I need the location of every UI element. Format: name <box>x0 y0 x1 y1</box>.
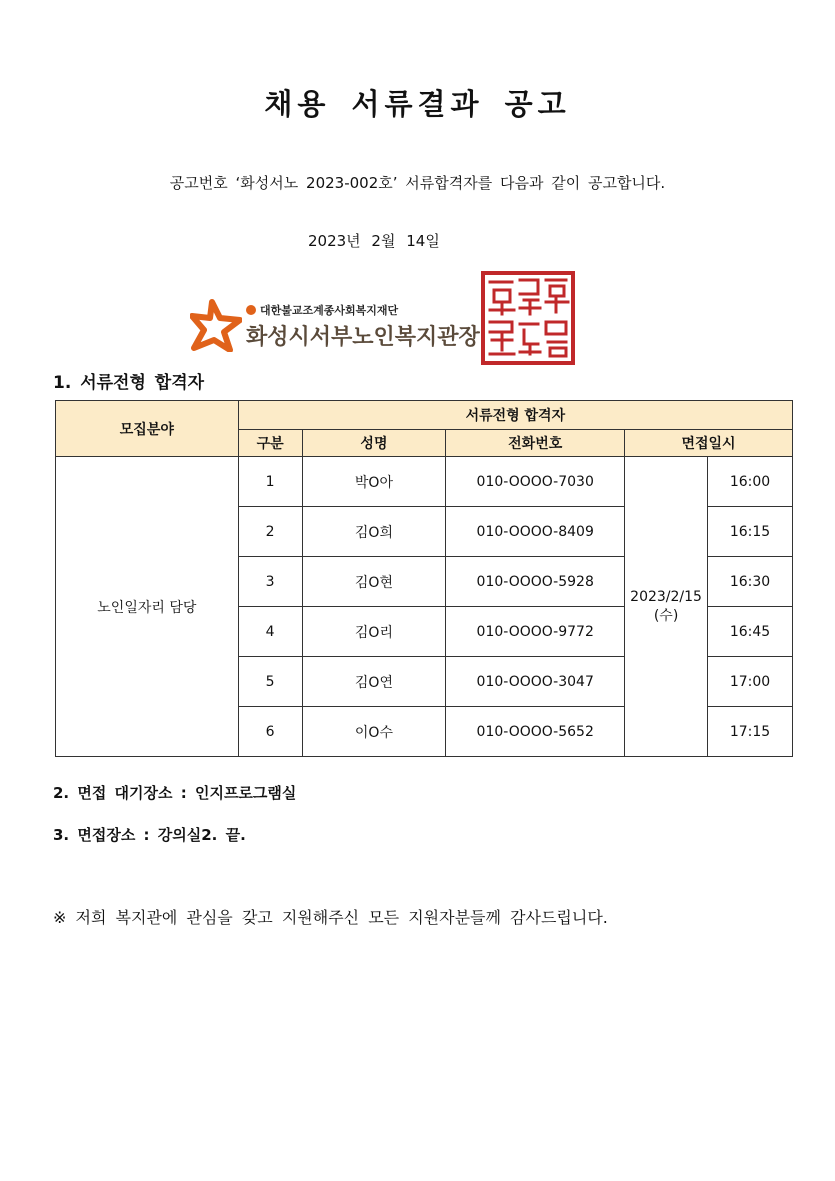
row-phone: 010-OOOO-3047 <box>446 657 625 707</box>
header-no: 구분 <box>238 430 302 457</box>
row-no: 6 <box>238 707 302 757</box>
result-table <box>55 400 793 757</box>
interview-day: (수) <box>653 607 679 624</box>
row-time: 16:45 <box>708 607 793 657</box>
official-seal <box>480 270 576 366</box>
notice-text: 공고번호 ‘화성서노 2023-002호’ 서류합격자를 다음과 같이 공고합니다. <box>169 174 666 192</box>
header-group: 서류전형 합격자 <box>238 401 792 430</box>
row-name: 김O연 <box>302 657 446 707</box>
row-phone: 010-OOOO-7030 <box>446 457 625 507</box>
logo-star-icon <box>190 298 242 352</box>
logo-foundation-name <box>246 302 398 318</box>
organization-logo <box>190 296 480 356</box>
header-field: 모집분야 <box>56 401 239 457</box>
field-cell: 노인일자리 담당 <box>56 457 239 757</box>
header-name: 성명 <box>302 430 446 457</box>
row-time: 17:00 <box>708 657 793 707</box>
row-time: 16:00 <box>708 457 793 507</box>
row-time: 16:15 <box>708 507 793 557</box>
header-interview: 면접일시 <box>625 430 793 457</box>
row-name: 김O리 <box>302 607 446 657</box>
logo-top-text: 대한불교조계종사회복지재단 <box>260 304 399 317</box>
row-name: 김O희 <box>302 507 446 557</box>
interview-date: 2023/2/15 <box>630 588 702 605</box>
row-name: 김O현 <box>302 557 446 607</box>
row-phone: 010-OOOO-5652 <box>446 707 625 757</box>
row-time: 17:15 <box>708 707 793 757</box>
notice-date: 2023년 2월 14일 <box>308 232 440 250</box>
row-phone: 010-OOOO-5928 <box>446 557 625 607</box>
table-row <box>56 457 793 507</box>
header-phone: 전화번호 <box>446 430 625 457</box>
row-time: 16:30 <box>708 557 793 607</box>
row-no: 1 <box>238 457 302 507</box>
interview-date-cell <box>625 457 708 757</box>
logo-main-text: 화성시서부노인복지관장 <box>246 325 480 350</box>
section-heading-passers: 1. 서류전형 합격자 <box>53 373 205 393</box>
row-phone: 010-OOOO-8409 <box>446 507 625 557</box>
row-name: 박O아 <box>302 457 446 507</box>
row-no: 2 <box>238 507 302 557</box>
row-phone: 010-OOOO-9772 <box>446 607 625 657</box>
thanks-note: ※ 저희 복지관에 관심을 갖고 지원해주신 모든 지원자분들께 감사드립니다. <box>53 908 608 927</box>
row-no: 5 <box>238 657 302 707</box>
interview-room-info: 3. 면접장소 : 강의실2. 끝. <box>53 826 246 844</box>
row-no: 4 <box>238 607 302 657</box>
dharma-wheel-icon <box>246 305 256 315</box>
page-title: 채용 서류결과 공고 <box>264 87 571 121</box>
row-name: 이O수 <box>302 707 446 757</box>
waiting-room-info: 2. 면접 대기장소 : 인지프로그램실 <box>53 784 297 802</box>
row-no: 3 <box>238 557 302 607</box>
